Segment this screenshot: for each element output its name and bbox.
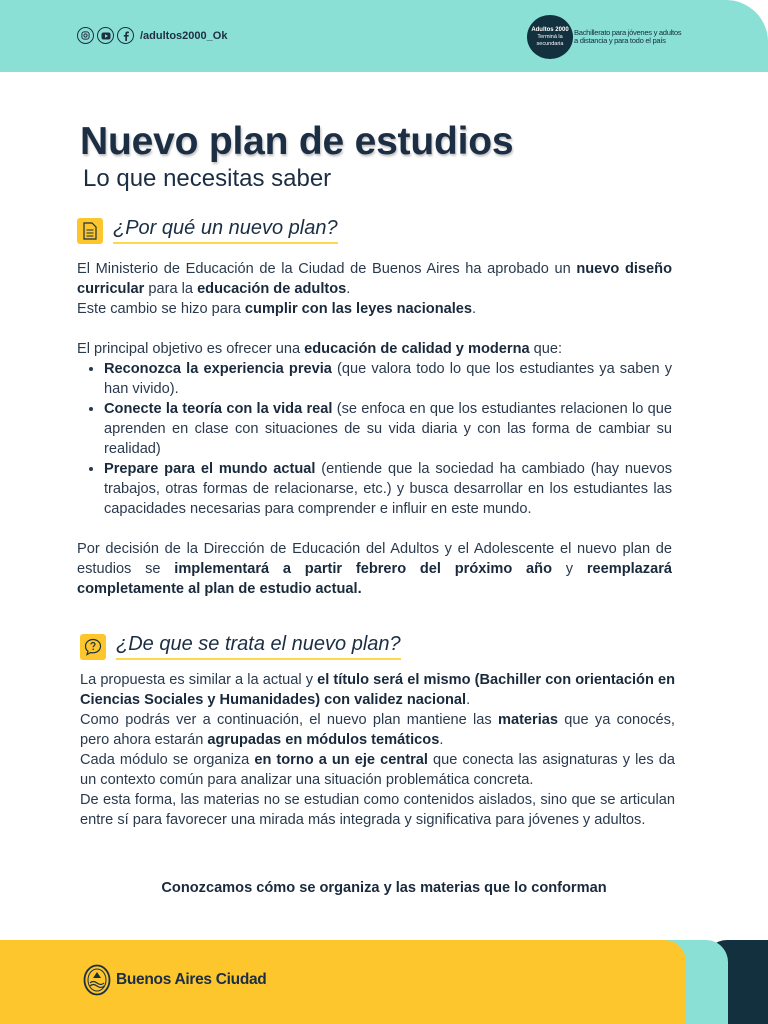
paragraph: El Ministerio de Educación de la Ciudad de Buenos Aires ha aprobado un nuevo diseño curricular para la educación de adultos.: [77, 261, 672, 297]
paragraph: Este cambio se hizo para cumplir con las leyes nacionales.: [77, 301, 477, 317]
paragraph: Como podrás ver a continuación, el nuevo plan mantiene las materias que ya conocés, pero ahora estarán agrupadas en módulos temáticos.: [80, 712, 675, 748]
social-links: [77, 27, 227, 44]
buenos-aires-logo[interactable]: [83, 964, 266, 996]
page-header: [0, 0, 768, 72]
section-title: ¿De que se trata el nuevo plan?: [116, 633, 401, 660]
page-subtitle: Lo que necesitas saber: [83, 165, 332, 192]
adultos-2000-logo: Adultos 2000 Terminá la secundaria: [527, 15, 573, 59]
list-item: • Reconozca la experiencia previa (que valora todo lo que los estudiantes ya saben y han vivido).: [104, 359, 672, 399]
program-tagline: Bachillerato para jóvenes y adultos a distancia y para todo el país: [574, 28, 682, 45]
paragraph: De esta forma, las materias no se estudian como contenidos aislados, sino que se articulan entre sí para favorecer una mirada más integrada y significativa para jóvenes y adultos.: [80, 792, 675, 828]
question-bubble-icon: [80, 634, 106, 660]
paragraph: El principal objetivo es ofrecer una educación de calidad y moderna que:: [77, 341, 563, 357]
instagram-icon[interactable]: [77, 27, 94, 44]
document-icon: [77, 218, 103, 244]
facebook-icon[interactable]: [117, 27, 134, 44]
section-heading-why: [77, 217, 338, 244]
objectives-list: [77, 359, 672, 519]
brand-name: Buenos Aires Ciudad: [116, 971, 267, 988]
list-item: • Prepare para el mundo actual (entiende que la sociedad ha cambiado (hay nuevos trabajos, otras formas de relacionarse, etc.) y busca desarrollar en los estudiantes las capacidades necesarias para comprender e influir en este mundo.: [104, 459, 672, 519]
list-item: • Conecte la teoría con la vida real (se enfoca en que los estudiantes relacionen lo que aprenden en clase con situaciones de su vida diaria y con las forma de cambiar su realidad): [104, 399, 672, 459]
paragraph: Cada módulo se organiza en torno a un eje central que conecta las asignaturas y les da un contexto común para analizar una situación problemática concreta.: [80, 752, 675, 788]
social-handle[interactable]: /adultos2000_Ok: [140, 29, 228, 42]
section1-body: [77, 259, 672, 599]
city-emblem-icon: [83, 964, 111, 996]
section-title: ¿Por qué un nuevo plan?: [113, 217, 338, 244]
closing-statement: Conozcamos cómo se organiza y las materias que lo conforman: [161, 880, 607, 896]
section2-body: [80, 670, 675, 830]
page-title: Nuevo plan de estudios: [80, 120, 514, 163]
paragraph: Por decisión de la Dirección de Educación del Adultos y el Adolescente el nuevo plan de estudios se implementará a partir febrero del próximo año y reemplazará completamente al plan de estudio actual.: [77, 541, 672, 597]
paragraph: La propuesta es similar a la actual y el título será el mismo (Bachiller con orientación en Ciencias Sociales y Humanidades) con validez nacional.: [80, 672, 675, 708]
youtube-icon[interactable]: [97, 27, 114, 44]
section-heading-what: [80, 633, 401, 660]
